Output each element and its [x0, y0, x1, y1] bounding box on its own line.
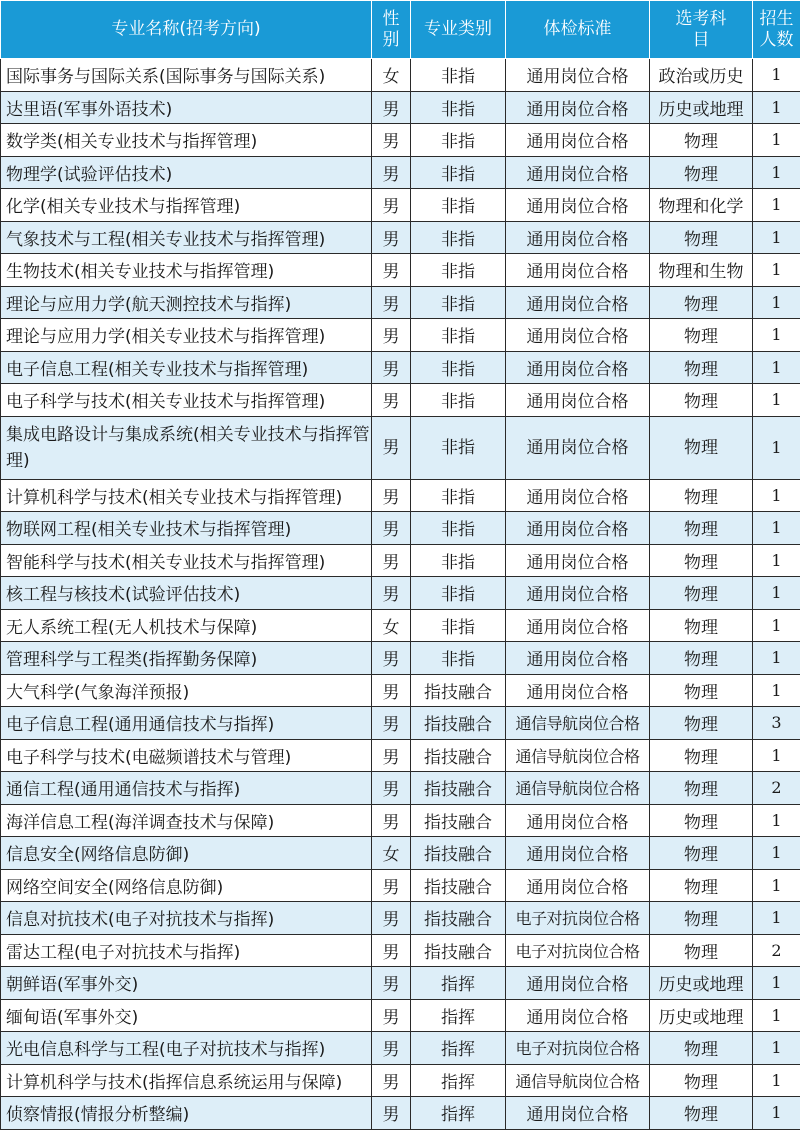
- table-row: [1, 674, 800, 707]
- table-row: [1, 416, 800, 479]
- cell-category: 非指: [411, 221, 506, 254]
- header-subjects: 选考科目: [650, 1, 753, 59]
- cell-major-name: 电子科学与技术(电磁频谱技术与管理): [1, 739, 372, 772]
- cell-subjects: 物理: [650, 609, 753, 642]
- cell-subjects: 物理: [650, 1064, 753, 1097]
- table-row: [1, 869, 800, 902]
- cell-subjects: 物理: [650, 384, 753, 417]
- cell-enrollment-count: 1: [753, 544, 800, 577]
- cell-enrollment-count: 1: [753, 1097, 800, 1130]
- cell-enrollment-count: 1: [753, 384, 800, 417]
- cell-enrollment-count: 1: [753, 189, 800, 222]
- cell-gender: 男: [372, 544, 411, 577]
- cell-exam-standard: 通用岗位合格: [506, 59, 650, 92]
- cell-subjects: 政治或历史: [650, 59, 753, 92]
- cell-subjects: 物理: [650, 416, 753, 479]
- cell-gender: 男: [372, 1097, 411, 1130]
- cell-major-name: 集成电路设计与集成系统(相关专业技术与指挥管理): [1, 416, 372, 479]
- cell-subjects: 物理: [650, 1032, 753, 1065]
- cell-enrollment-count: 1: [753, 286, 800, 319]
- table-row: [1, 1032, 800, 1065]
- cell-category: 非指: [411, 512, 506, 545]
- cell-enrollment-count: 1: [753, 319, 800, 352]
- cell-gender: 男: [372, 254, 411, 287]
- cell-category: 非指: [411, 286, 506, 319]
- cell-category: 非指: [411, 479, 506, 512]
- cell-enrollment-count: 1: [753, 609, 800, 642]
- cell-major-name: 网络空间安全(网络信息防御): [1, 869, 372, 902]
- cell-exam-standard: 通用岗位合格: [506, 189, 650, 222]
- cell-category: 指挥: [411, 1097, 506, 1130]
- cell-enrollment-count: 1: [753, 577, 800, 610]
- cell-exam-standard: 通信导航岗位合格: [506, 739, 650, 772]
- cell-major-name: 达里语(军事外语技术): [1, 91, 372, 124]
- cell-subjects: 物理: [650, 642, 753, 675]
- cell-major-name: 理论与应用力学(航天测控技术与指挥): [1, 286, 372, 319]
- cell-gender: 男: [372, 934, 411, 967]
- cell-category: 非指: [411, 544, 506, 577]
- cell-subjects: 物理: [650, 319, 753, 352]
- cell-gender: 男: [372, 1032, 411, 1065]
- cell-subjects: 历史或地理: [650, 967, 753, 1000]
- cell-gender: 男: [372, 479, 411, 512]
- cell-gender: 男: [372, 1064, 411, 1097]
- cell-exam-standard: 通信导航岗位合格: [506, 707, 650, 740]
- cell-exam-standard: 通用岗位合格: [506, 416, 650, 479]
- cell-exam-standard: 通用岗位合格: [506, 512, 650, 545]
- cell-enrollment-count: 1: [753, 156, 800, 189]
- table-row: [1, 902, 800, 935]
- cell-enrollment-count: 1: [753, 739, 800, 772]
- cell-subjects: 物理: [650, 221, 753, 254]
- table-row: [1, 804, 800, 837]
- cell-major-name: 化学(相关专业技术与指挥管理): [1, 189, 372, 222]
- cell-exam-standard: 通用岗位合格: [506, 544, 650, 577]
- cell-gender: 男: [372, 286, 411, 319]
- table-row: [1, 967, 800, 1000]
- cell-exam-standard: 电子对抗岗位合格: [506, 902, 650, 935]
- cell-gender: 男: [372, 319, 411, 352]
- table-row: [1, 221, 800, 254]
- cell-gender: 男: [372, 351, 411, 384]
- cell-subjects: 历史或地理: [650, 999, 753, 1032]
- table-row: [1, 286, 800, 319]
- cell-gender: 男: [372, 91, 411, 124]
- table-row: [1, 479, 800, 512]
- cell-enrollment-count: 1: [753, 902, 800, 935]
- table-row: [1, 609, 800, 642]
- table-row: [1, 544, 800, 577]
- cell-category: 非指: [411, 416, 506, 479]
- cell-subjects: 物理: [650, 902, 753, 935]
- cell-exam-standard: 通用岗位合格: [506, 642, 650, 675]
- cell-exam-standard: 通用岗位合格: [506, 156, 650, 189]
- cell-exam-standard: 通用岗位合格: [506, 999, 650, 1032]
- cell-gender: 男: [372, 804, 411, 837]
- cell-gender: 女: [372, 837, 411, 870]
- cell-exam-standard: 通用岗位合格: [506, 1097, 650, 1130]
- cell-major-name: 无人系统工程(无人机技术与保障): [1, 609, 372, 642]
- cell-category: 指挥: [411, 1064, 506, 1097]
- cell-subjects: 物理: [650, 156, 753, 189]
- cell-gender: 男: [372, 384, 411, 417]
- cell-subjects: 物理: [650, 1097, 753, 1130]
- cell-category: 非指: [411, 609, 506, 642]
- cell-exam-standard: 通用岗位合格: [506, 804, 650, 837]
- cell-major-name: 光电信息科学与工程(电子对抗技术与指挥): [1, 1032, 372, 1065]
- cell-enrollment-count: 1: [753, 999, 800, 1032]
- cell-enrollment-count: 1: [753, 869, 800, 902]
- cell-major-name: 信息安全(网络信息防御): [1, 837, 372, 870]
- cell-exam-standard: 电子对抗岗位合格: [506, 1032, 650, 1065]
- cell-major-name: 朝鲜语(军事外交): [1, 967, 372, 1000]
- cell-major-name: 智能科学与技术(相关专业技术与指挥管理): [1, 544, 372, 577]
- cell-subjects: 物理: [650, 512, 753, 545]
- cell-subjects: 历史或地理: [650, 91, 753, 124]
- cell-gender: 男: [372, 156, 411, 189]
- cell-category: 指技融合: [411, 674, 506, 707]
- table-row: [1, 124, 800, 157]
- cell-enrollment-count: 1: [753, 837, 800, 870]
- cell-exam-standard: 通用岗位合格: [506, 479, 650, 512]
- cell-major-name: 大气科学(气象海洋预报): [1, 674, 372, 707]
- cell-major-name: 侦察情报(情报分析整编): [1, 1097, 372, 1130]
- cell-major-name: 海洋信息工程(海洋调查技术与保障): [1, 804, 372, 837]
- table-row: [1, 739, 800, 772]
- cell-enrollment-count: 1: [753, 479, 800, 512]
- cell-category: 指技融合: [411, 739, 506, 772]
- header-standard: 体检标准: [506, 1, 650, 59]
- cell-gender: 男: [372, 772, 411, 805]
- cell-exam-standard: 通用岗位合格: [506, 91, 650, 124]
- cell-category: 非指: [411, 319, 506, 352]
- cell-gender: 女: [372, 59, 411, 92]
- cell-exam-standard: 通用岗位合格: [506, 286, 650, 319]
- cell-gender: 男: [372, 416, 411, 479]
- table-row: [1, 577, 800, 610]
- table-row: [1, 512, 800, 545]
- table-row: [1, 59, 800, 92]
- cell-enrollment-count: 1: [753, 91, 800, 124]
- cell-category: 非指: [411, 254, 506, 287]
- cell-category: 指挥: [411, 1032, 506, 1065]
- cell-exam-standard: 通用岗位合格: [506, 674, 650, 707]
- cell-exam-standard: 通用岗位合格: [506, 221, 650, 254]
- cell-gender: 女: [372, 609, 411, 642]
- cell-subjects: 物理: [650, 869, 753, 902]
- cell-enrollment-count: 1: [753, 351, 800, 384]
- cell-subjects: 物理: [650, 739, 753, 772]
- cell-category: 非指: [411, 124, 506, 157]
- cell-gender: 男: [372, 869, 411, 902]
- cell-category: 指技融合: [411, 902, 506, 935]
- cell-major-name: 管理科学与工程类(指挥勤务保障): [1, 642, 372, 675]
- cell-gender: 男: [372, 124, 411, 157]
- header-count: 招生人数: [753, 1, 800, 59]
- cell-category: 指挥: [411, 967, 506, 1000]
- table-row: [1, 189, 800, 222]
- cell-subjects: 物理: [650, 934, 753, 967]
- cell-major-name: 理论与应用力学(相关专业技术与指挥管理): [1, 319, 372, 352]
- cell-major-name: 计算机科学与技术(相关专业技术与指挥管理): [1, 479, 372, 512]
- cell-gender: 男: [372, 999, 411, 1032]
- cell-subjects: 物理: [650, 772, 753, 805]
- cell-enrollment-count: 1: [753, 124, 800, 157]
- table-row: [1, 707, 800, 740]
- cell-major-name: 缅甸语(军事外交): [1, 999, 372, 1032]
- cell-major-name: 物理学(试验评估技术): [1, 156, 372, 189]
- cell-major-name: 核工程与核技术(试验评估技术): [1, 577, 372, 610]
- cell-major-name: 电子信息工程(相关专业技术与指挥管理): [1, 351, 372, 384]
- cell-subjects: 物理: [650, 124, 753, 157]
- cell-category: 非指: [411, 577, 506, 610]
- cell-major-name: 物联网工程(相关专业技术与指挥管理): [1, 512, 372, 545]
- cell-major-name: 气象技术与工程(相关专业技术与指挥管理): [1, 221, 372, 254]
- cell-exam-standard: 通信导航岗位合格: [506, 1064, 650, 1097]
- cell-gender: 男: [372, 739, 411, 772]
- cell-subjects: 物理: [650, 479, 753, 512]
- cell-gender: 男: [372, 674, 411, 707]
- cell-category: 非指: [411, 351, 506, 384]
- cell-major-name: 生物技术(相关专业技术与指挥管理): [1, 254, 372, 287]
- cell-gender: 男: [372, 902, 411, 935]
- cell-enrollment-count: 2: [753, 934, 800, 967]
- cell-category: 非指: [411, 59, 506, 92]
- table-row: [1, 1064, 800, 1097]
- cell-category: 非指: [411, 384, 506, 417]
- cell-subjects: 物理: [650, 351, 753, 384]
- cell-category: 指技融合: [411, 772, 506, 805]
- table-row: [1, 156, 800, 189]
- cell-gender: 男: [372, 707, 411, 740]
- cell-exam-standard: 通用岗位合格: [506, 869, 650, 902]
- cell-enrollment-count: 1: [753, 674, 800, 707]
- cell-enrollment-count: 2: [753, 772, 800, 805]
- cell-category: 非指: [411, 642, 506, 675]
- cell-exam-standard: 通用岗位合格: [506, 837, 650, 870]
- cell-category: 指技融合: [411, 837, 506, 870]
- cell-major-name: 电子科学与技术(相关专业技术与指挥管理): [1, 384, 372, 417]
- cell-major-name: 计算机科学与技术(指挥信息系统运用与保障): [1, 1064, 372, 1097]
- cell-subjects: 物理: [650, 707, 753, 740]
- cell-exam-standard: 电子对抗岗位合格: [506, 934, 650, 967]
- table-row: [1, 91, 800, 124]
- table-row: [1, 772, 800, 805]
- cell-enrollment-count: 1: [753, 221, 800, 254]
- cell-subjects: 物理: [650, 577, 753, 610]
- table-row: [1, 934, 800, 967]
- cell-exam-standard: 通信导航岗位合格: [506, 772, 650, 805]
- cell-category: 非指: [411, 189, 506, 222]
- table-row: [1, 319, 800, 352]
- cell-exam-standard: 通用岗位合格: [506, 577, 650, 610]
- cell-major-name: 国际事务与国际关系(国际事务与国际关系): [1, 59, 372, 92]
- cell-gender: 男: [372, 967, 411, 1000]
- cell-category: 非指: [411, 156, 506, 189]
- cell-enrollment-count: 1: [753, 1064, 800, 1097]
- cell-gender: 男: [372, 189, 411, 222]
- cell-subjects: 物理: [650, 804, 753, 837]
- cell-category: 指技融合: [411, 804, 506, 837]
- cell-exam-standard: 通用岗位合格: [506, 384, 650, 417]
- cell-enrollment-count: 1: [753, 416, 800, 479]
- cell-exam-standard: 通用岗位合格: [506, 609, 650, 642]
- header-row: [1, 1, 800, 59]
- cell-subjects: 物理: [650, 674, 753, 707]
- cell-category: 指挥: [411, 999, 506, 1032]
- cell-major-name: 信息对抗技术(电子对抗技术与指挥): [1, 902, 372, 935]
- cell-major-name: 通信工程(通用通信技术与指挥): [1, 772, 372, 805]
- table-row: [1, 642, 800, 675]
- cell-exam-standard: 通用岗位合格: [506, 351, 650, 384]
- header-gender: 性别: [372, 1, 411, 59]
- cell-enrollment-count: 3: [753, 707, 800, 740]
- table-row: [1, 254, 800, 287]
- table-header: [1, 1, 800, 59]
- header-name: 专业名称(招考方向): [1, 1, 372, 59]
- cell-exam-standard: 通用岗位合格: [506, 967, 650, 1000]
- table-row: [1, 999, 800, 1032]
- cell-major-name: 电子信息工程(通用通信技术与指挥): [1, 707, 372, 740]
- cell-gender: 男: [372, 642, 411, 675]
- table-row: [1, 351, 800, 384]
- cell-enrollment-count: 1: [753, 804, 800, 837]
- cell-category: 指技融合: [411, 934, 506, 967]
- cell-enrollment-count: 1: [753, 254, 800, 287]
- table-row: [1, 837, 800, 870]
- cell-enrollment-count: 1: [753, 967, 800, 1000]
- cell-category: 指技融合: [411, 707, 506, 740]
- cell-gender: 男: [372, 512, 411, 545]
- cell-exam-standard: 通用岗位合格: [506, 124, 650, 157]
- table-row: [1, 1097, 800, 1130]
- cell-exam-standard: 通用岗位合格: [506, 254, 650, 287]
- header-category: 专业类别: [411, 1, 506, 59]
- cell-subjects: 物理和化学: [650, 189, 753, 222]
- cell-subjects: 物理: [650, 286, 753, 319]
- cell-category: 非指: [411, 91, 506, 124]
- cell-subjects: 物理和生物: [650, 254, 753, 287]
- cell-enrollment-count: 1: [753, 1032, 800, 1065]
- cell-major-name: 数学类(相关专业技术与指挥管理): [1, 124, 372, 157]
- cell-major-name: 雷达工程(电子对抗技术与指挥): [1, 934, 372, 967]
- cell-subjects: 物理: [650, 544, 753, 577]
- cell-gender: 男: [372, 577, 411, 610]
- cell-enrollment-count: 1: [753, 59, 800, 92]
- table-row: [1, 384, 800, 417]
- cell-subjects: 物理: [650, 837, 753, 870]
- cell-exam-standard: 通用岗位合格: [506, 319, 650, 352]
- cell-gender: 男: [372, 221, 411, 254]
- cell-category: 指技融合: [411, 869, 506, 902]
- table-body: [1, 59, 800, 1130]
- cell-enrollment-count: 1: [753, 642, 800, 675]
- cell-enrollment-count: 1: [753, 512, 800, 545]
